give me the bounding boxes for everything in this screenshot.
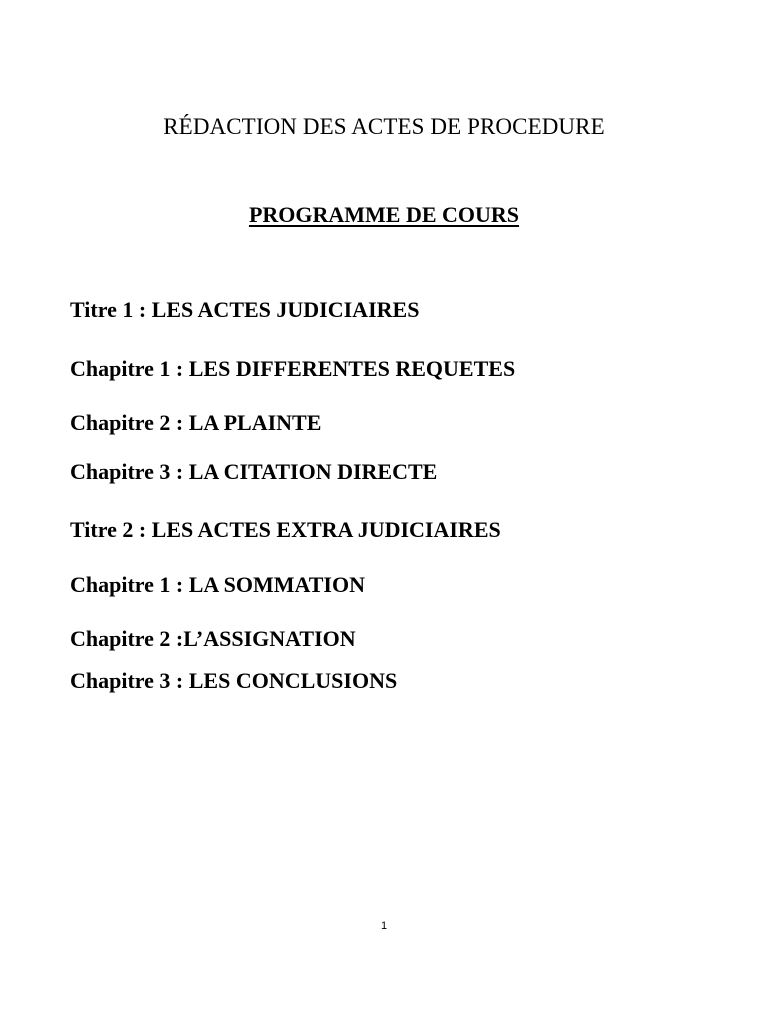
title-2-chapter-2: Chapitre 2 :L’ASSIGNATION	[70, 626, 356, 651]
title-2-heading: Titre 2 : LES ACTES EXTRA JUDICIAIRES	[70, 517, 501, 542]
title-2-chapter-1: Chapitre 1 : LA SOMMATION	[70, 572, 365, 597]
document-title: RÉDACTION DES ACTES DE PROCEDURE	[163, 114, 605, 139]
page-number: 1	[380, 920, 388, 932]
title-1-chapter-3: Chapitre 3 : LA CITATION DIRECTE	[70, 459, 438, 484]
title-1-chapter-2: Chapitre 2 : LA PLAINTE	[70, 410, 322, 435]
title-1-chapter-1: Chapitre 1 : LES DIFFERENTES REQUETES	[70, 356, 516, 381]
title-1-heading: Titre 1 : LES ACTES JUDICIAIRES	[70, 297, 420, 322]
course-program-heading: PROGRAMME DE COURS	[248, 202, 520, 227]
title-2-chapter-3: Chapitre 3 : LES CONCLUSIONS	[70, 668, 398, 693]
